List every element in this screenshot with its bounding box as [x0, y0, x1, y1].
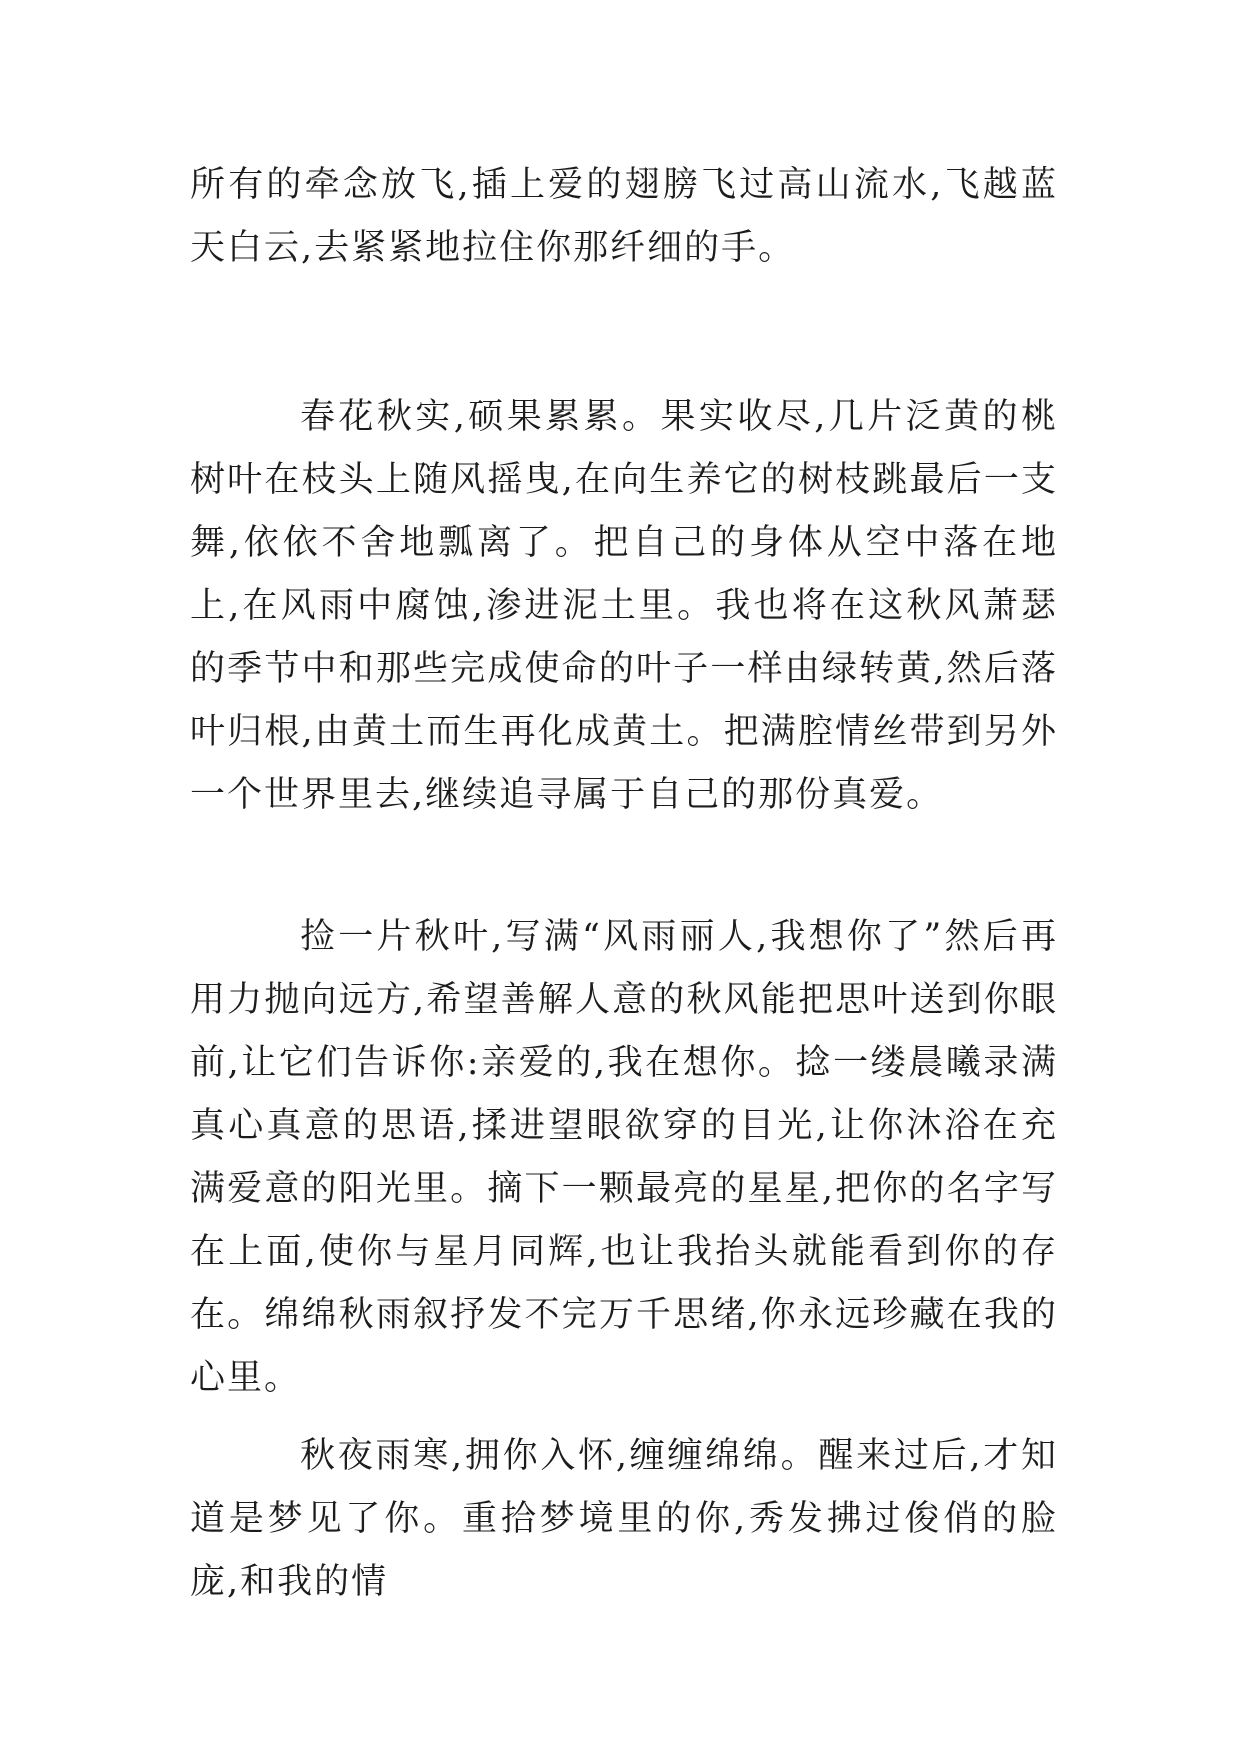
paragraph-1: 所有的牵念放飞,插上爱的翅膀飞过高山流水,飞越蓝天白云,去紧紧地拉住你那纤细的手。: [190, 165, 1058, 268]
paragraph-4: 秋夜雨寒,拥你入怀,缠缠绵绵。醒来过后,才知道是梦见了你。重拾梦境里的你,秀发拂过俊俏的脸庞,和我的情: [190, 1436, 1058, 1602]
paragraph-2: 春花秋实,硕果累累。果实收尽,几片泛黄的桃树叶在枝头上随风摇曳,在向生养它的树枝跳最后一支舞,依依不舍地瓢离了。把自己的身体从空中落在地上,在风雨中腐蚀,渗进泥土里。我也将在这秋风萧瑟的季节中和那些完成使命的叶子一样由绿转黄,然后落叶归根,由黄土而生再化成黄土。把满腔情丝带到另外一个世界里去,继续追寻属于自己的那份真爱。: [190, 397, 1058, 815]
paragraph-3: 捡一片秋叶,写满“风雨丽人,我想你了”然后再用力抛向远方,希望善解人意的秋风能把思叶送到你眼前,让它们告诉你:亲爱的,我在想你。捻一缕晨曦录满真心真意的思语,揉进望眼欲穿的目光,让你沐浴在充满爱意的阳光里。摘下一颗最亮的星星,把你的名字写在上面,使你与星月同辉,也让我抬头就能看到你的存在。绵绵秋雨叙抒发不完万千思绪,你永远珍藏在我的心里。: [190, 917, 1058, 1398]
